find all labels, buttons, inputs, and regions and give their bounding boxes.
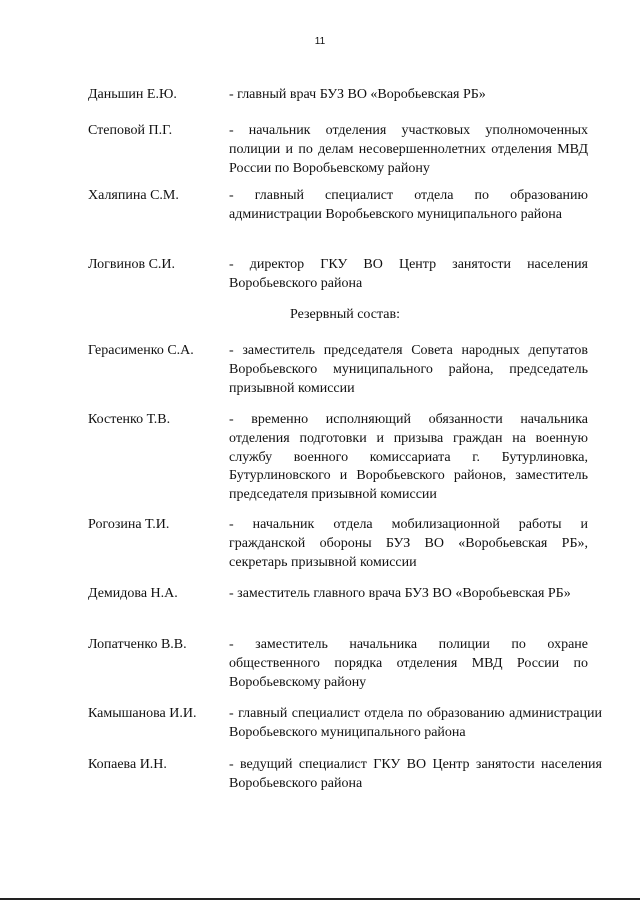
member-role: - ведущий специалист ГКУ ВО Центр занятости населения Воробьевского района: [229, 757, 602, 791]
member-role: - заместитель главного врача БУЗ ВО «Воробьевская РБ»: [229, 586, 571, 601]
page-bottom-rule: [0, 898, 640, 900]
member-entry: [88, 342, 588, 398]
member-entry: [88, 516, 588, 572]
member-name: Герасименко С.А.: [88, 343, 194, 358]
page-number: 11: [314, 36, 326, 47]
member-role: - заместитель начальника полиции по охране общественного порядка отделения МВД России по Воробьевскому району: [229, 637, 588, 690]
member-role: - начальник отдела мобилизационной работы и гражданской обороны БУЗ ВО «Воробьевская РБ», секретарь призывной комиссии: [229, 517, 588, 570]
member-entry: [88, 636, 588, 692]
member-name: Костенко Т.В.: [88, 412, 171, 427]
member-role: - главный специалист отдела по образованию администрации Воробьевского муниципального района: [229, 188, 588, 222]
member-entry: [88, 705, 602, 743]
member-entry: [88, 585, 588, 604]
member-entry: [88, 122, 588, 178]
member-name: Логвинов С.И.: [88, 257, 176, 272]
member-role: - начальник отделения участковых уполномоченных полиции и по делам несовершеннолетних отделения МВД России по Воробьевскому району: [229, 123, 588, 176]
member-role: - временно исполняющий обязанности начальника отделения подготовки и призыва граждан на военную службу военного комиссариата г. Бутурлиновка, Бутурлиновского и Воробьевского районов, заместитель председателя призывной комиссии: [229, 412, 588, 503]
member-role: - заместитель председателя Совета народных депутатов Воробьевского муниципального района, председатель призывной комиссии: [229, 343, 588, 396]
member-name: Рогозина Т.И.: [88, 517, 170, 532]
reserve-section-heading: Резервный состав:: [289, 307, 400, 322]
member-entry: [88, 411, 588, 505]
member-name: Копаева И.Н.: [88, 757, 167, 772]
member-entry: [88, 86, 588, 105]
member-name: Халяпина С.М.: [88, 188, 179, 203]
member-role: - директор ГКУ ВО Центр занятости населения Воробьевского района: [229, 257, 588, 291]
member-name: Даньшин Е.Ю.: [88, 87, 177, 102]
member-name: Лопатченко В.В.: [88, 637, 187, 652]
member-role: - главный врач БУЗ ВО «Воробьевская РБ»: [229, 87, 486, 102]
member-name: Камышанова И.И.: [88, 706, 197, 721]
member-name: Демидова Н.А.: [88, 586, 178, 601]
member-entry: [88, 187, 588, 225]
member-name: Степовой П.Г.: [88, 123, 173, 138]
member-entry: [88, 756, 602, 794]
member-entry: [88, 256, 588, 294]
member-role: - главный специалист отдела по образованию администрации Воробьевского муниципального района: [229, 706, 602, 740]
